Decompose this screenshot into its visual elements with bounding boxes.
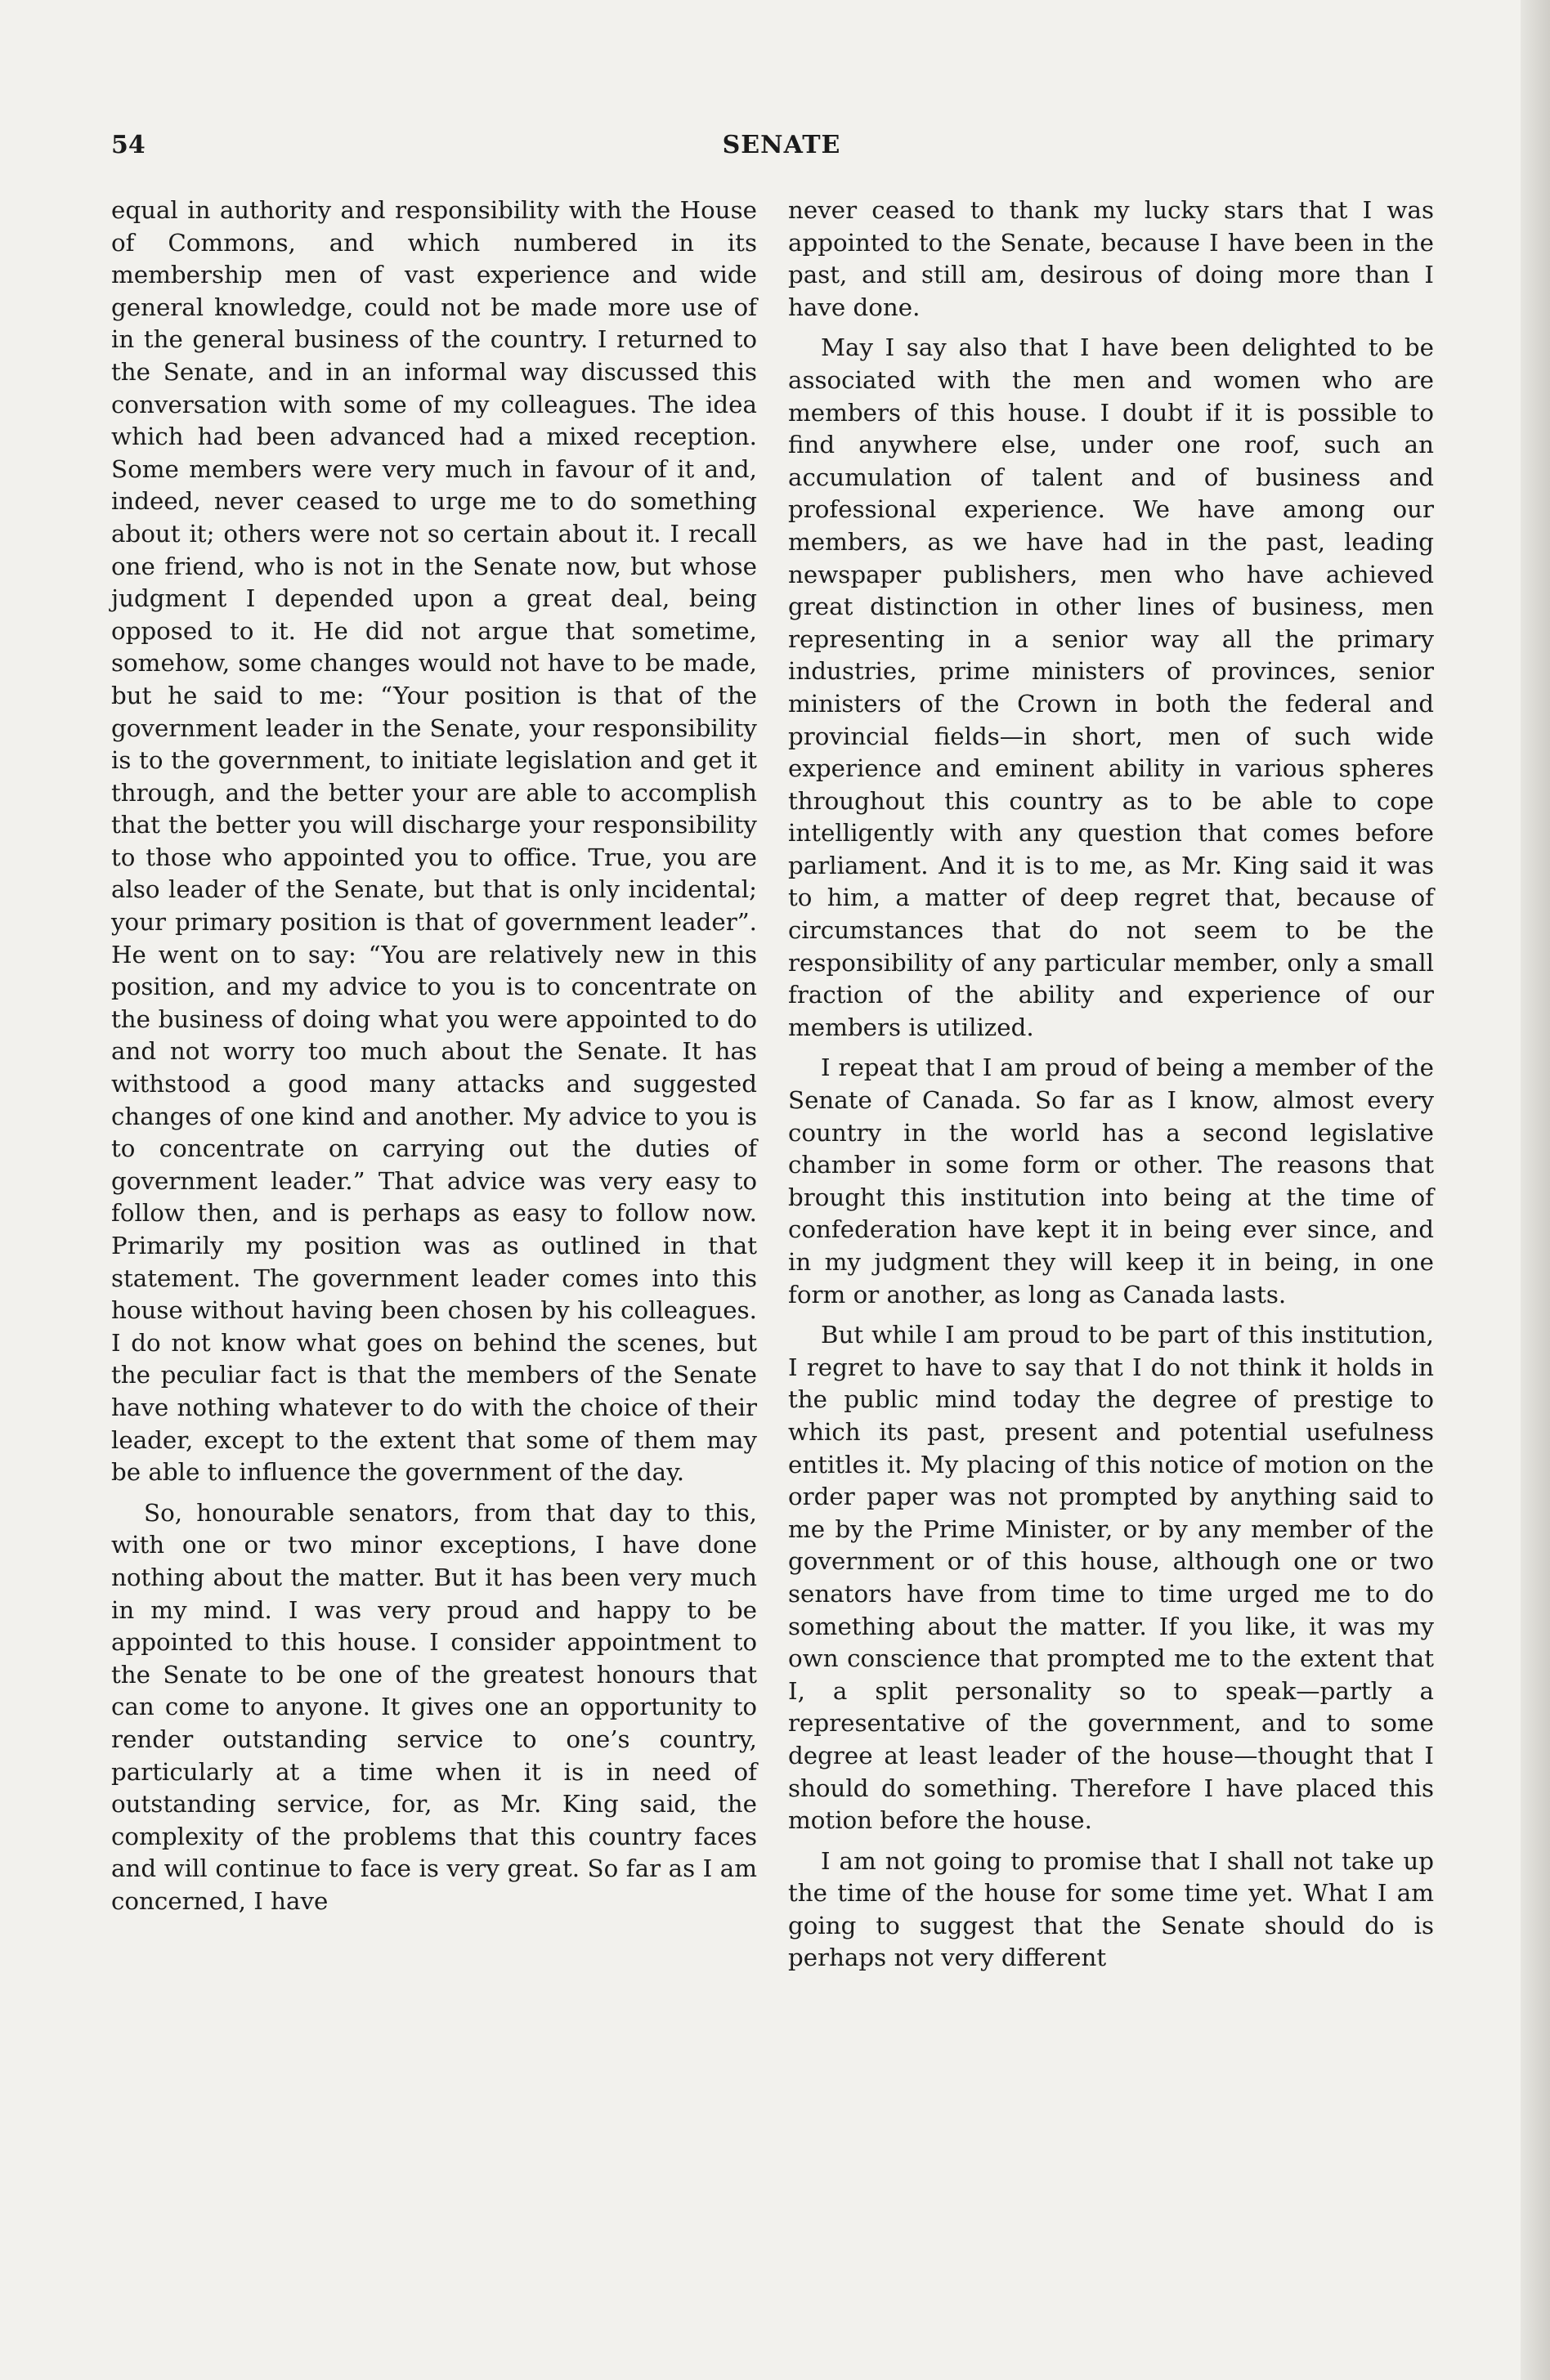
- left-column: [111, 195, 757, 1926]
- page-edge-shadow: [1521, 0, 1550, 2380]
- paragraph: equal in authority and responsibility with the House of Commons, and which numbered in its membership men of vast experience and wide general knowledge, could not be made more use of in the general business of the country. I returned to the Senate, and in an informal way discussed this conversation with some of my colleagues. The idea which had been advanced had a mixed reception. Some members were very much in favour of it and, indeed, never ceased to urge me to do something about it; others were not so certain about it. I recall one friend, who is not in the Senate now, but whose judgment I depended upon a great deal, being opposed to it. He did not argue that sometime, somehow, some changes would not have to be made, but he said to me: “Your position is that of the government leader in the Senate, your responsibility is to the government, to initiate legislation and get it through, and the better your are able to accomplish that the better you will discharge your responsibility to those who appointed you to office. True, you are also leader of the Senate, but that is only incidental; your primary position is that of government leader”. He went on to say: “You are relatively new in this position, and my advice to you is to concentrate on the business of doing what you were appointed to do and not worry too much about the Senate. It has withstood a good many attacks and suggested changes of one kind and another. My advice to you is to concentrate on carrying out the duties of government leader.” That advice was very easy to follow then, and is perhaps as easy to follow now. Primarily my position was as outlined in that statement. The government leader comes into this house without having been chosen by his colleagues. I do not know what goes on behind the scenes, but the peculiar fact is that the members of the Senate have nothing whatever to do with the choice of their leader, except to the extent that some of them may be able to influence the government of the day.: [111, 196, 757, 1487]
- page-number: 54: [111, 131, 146, 159]
- right-column: [788, 195, 1434, 1983]
- paragraph: I am not going to promise that I shall not take up the time of the house for some time yet. What I am going to suggest that the Senate should do is perhaps not very different: [788, 1846, 1434, 1972]
- paragraph: May I say also that I have been delighted to be associated with the men and women who are members of this house. I doubt if it is possible to find anywhere else, under one roof, such an accumulation of talent and of business and professional experience. We have among our members, as we have had in the past, leading newspaper publishers, men who have achieved great distinction in other lines of business, men representing in a senior way all the primary industries, prime ministers of provinces, senior ministers of the Crown in both the federal and provincial fields—in short, men of such wide experience and eminent ability in various spheres throughout this country as to be able to cope intelligently with any question that comes before parliament. And it is to me, as Mr. King said it was to him, a matter of deep regret that, because of circumstances that do not seem to be the responsibility of any particular member, only a small fraction of the ability and experience of our members is utilized.: [788, 333, 1434, 1041]
- paragraph: I repeat that I am proud of being a member of the Senate of Canada. So far as I know, almost every country in the world has a second legislative chamber in some form or other. The reasons that brought this institution into being at the time of confederation have kept it in being ever since, and in my judgment they will keep it in being, in one form or another, as long as Canada lasts.: [788, 1054, 1434, 1309]
- page-header: [111, 131, 1452, 168]
- paragraph: never ceased to thank my lucky stars that I was appointed to the Senate, because I have been in the past, and still am, desirous of doing more than I have done.: [788, 196, 1434, 321]
- paragraph: But while I am proud to be part of this institution, I regret to have to say that I do not think it holds in the public mind today the degree of prestige to which its past, present and potential usefulness entitles it. My placing of this notice of motion on the order paper was not prompted by anything said to me by the Prime Minister, or by any member of the government or of this house, although one or two senators have from time to time urged me to do something about the matter. If you like, it was my own conscience that prompted me to the extent that I, a split personality so to speak—partly a representative of the government, and to some degree at least leader of the house—thought that I should do something. Therefore I have placed this motion before the house.: [788, 1321, 1434, 1835]
- running-head: SENATE: [722, 131, 841, 159]
- paragraph: So, honourable senators, from that day to this, with one or two minor exceptions, I have done nothing about the matter. But it has been very much in my mind. I was very proud and happy to be appointed to this house. I consider appointment to the Senate to be one of the greatest honours that can come to anyone. It gives one an opportunity to render outstanding service to one’s country, particularly at a time when it is in need of outstanding service, for, as Mr. King said, the complexity of the problems that this country faces and will continue to face is very great. So far as I am concerned, I have: [111, 1498, 757, 1915]
